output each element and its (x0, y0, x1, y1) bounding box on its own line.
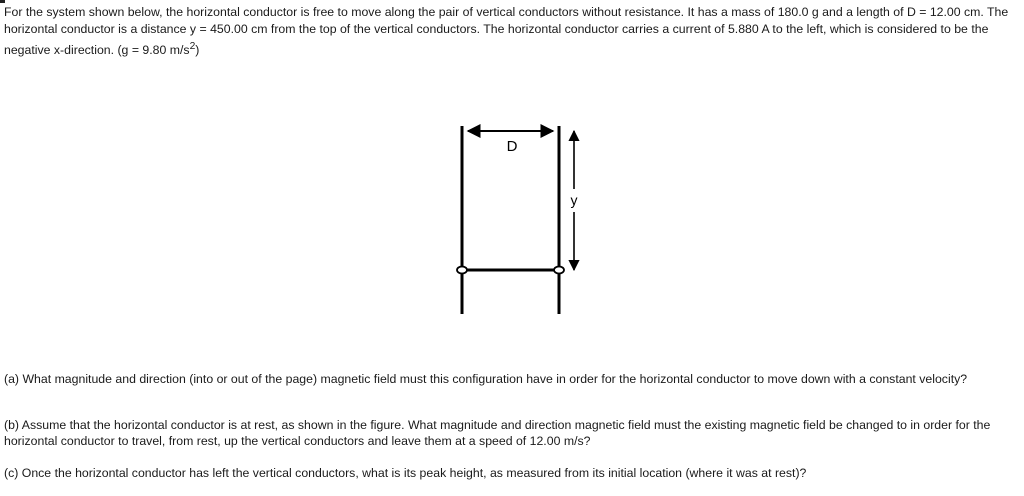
corner-mark (0, 0, 5, 3)
problem-statement-close: ) (195, 43, 200, 58)
conductor-figure (440, 118, 600, 318)
left-contact-ring (457, 267, 467, 274)
question-a: (a) What magnitude and direction (into or out of the page) magnetic field must this configuration have in order for the horizontal conductor to move down with a constant velocity? (4, 372, 968, 386)
y-label: y (570, 192, 578, 208)
question-c: (c) Once the horizontal conductor has left the vertical conductors, what is its peak height, as measured from its initial location (where it was at rest)? (4, 466, 807, 480)
d-label: D (506, 138, 518, 155)
right-contact-ring (554, 267, 564, 274)
conductor-diagram (440, 118, 600, 318)
question-b: (b) Assume that the horizontal conductor is at rest, as shown in the figure. What magnitude and direction magnetic field must the existing magnetic field be changed to in order for the horizontal conductor to travel, from rest, up the vertical conductors and leave them at a speed of 12.00 m/s? (4, 418, 991, 448)
problem-statement-text: For the system shown below, the horizontal conductor is free to move along the pair of vertical conductors without resistance. It has a mass of 180.0 g and a length of D = 12.00 cm. The horizontal conductor is a distance y = 450.00 cm from the top of the vertical conductors. The horizontal conductor carries a current of 5.880 A to the left, which is considered to be the negative x-direction. (g = 9.80 m/s (4, 5, 1009, 58)
superscript-exponent: 2 (189, 41, 196, 52)
problem-statement (4, 4, 1020, 59)
